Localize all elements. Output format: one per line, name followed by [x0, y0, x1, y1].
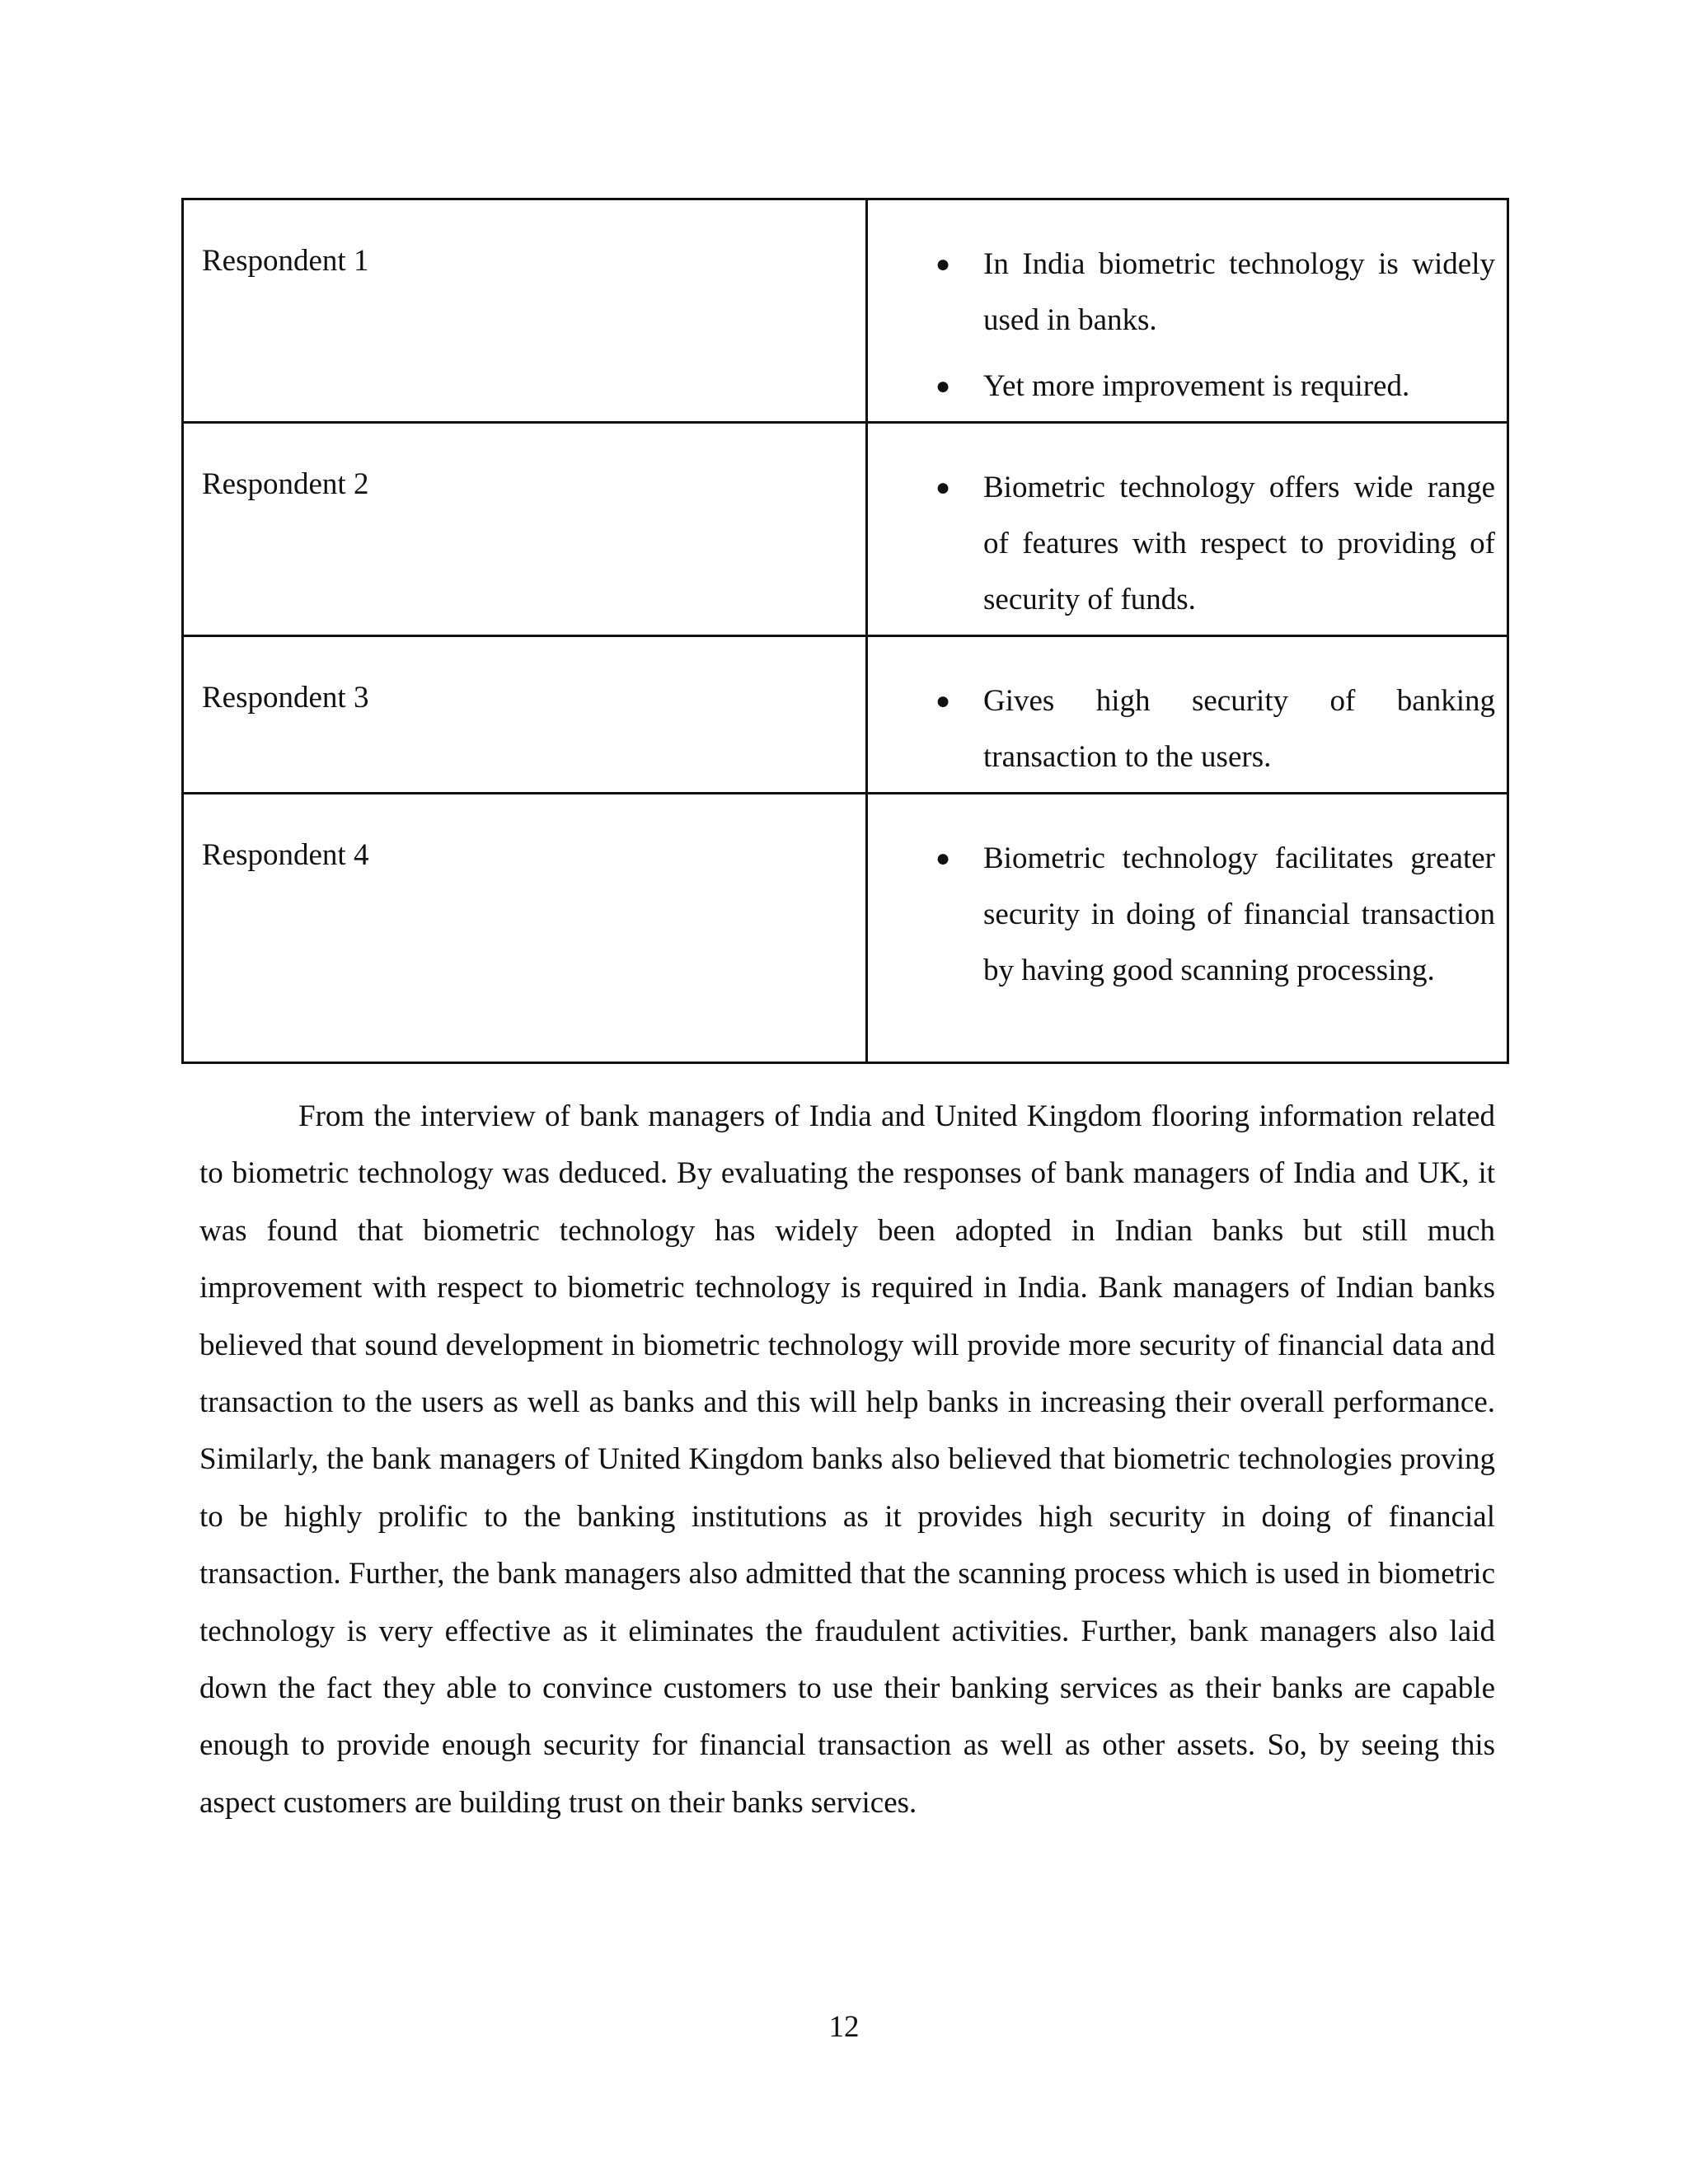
bullet-icon: ● [935, 373, 951, 400]
respondent-name-cell [183, 636, 867, 794]
bullet-icon: ● [935, 474, 951, 501]
points-list [868, 673, 1495, 785]
table-row [183, 423, 1508, 636]
page-number: 12 [828, 2010, 860, 2044]
respondent-name-cell [183, 794, 867, 1063]
respondent-points-cell [867, 794, 1508, 1063]
body-paragraph: From the interview of bank managers of India and United Kingdom flooring information related to biometric technology was deduced. By evaluating the responses of bank managers of India and UK, it was found that biometric technology has widely been adopted in Indian banks but still much improvement with respect to biometric technology is required in India. Bank managers of Indian banks believed that sound development in biometric technology will provide more security of financial data and transaction to the users as well as banks and this will help banks in increasing their overall performance. Similarly, the bank managers of United Kingdom banks also believed that biometric technologies proving to be highly prolific to the banking institutions as it provides high security in doing of financial transaction. Further, the bank managers also admitted that the scanning process which is used in biometric technology is very effective as it eliminates the fraudulent activities. Further, bank managers also laid down the fact they able to convince customers to use their banking services as their banks are capable enough to provide enough security for financial transaction as well as other assets. So, by seeing this aspect customers are building trust on their banks services. [199, 1099, 1495, 1820]
list-item: ● Biometric technology facilitates greater security in doing of financial transaction by having good scanning processing. [868, 831, 1495, 999]
table-row [183, 794, 1508, 1063]
respondent-points-cell [867, 199, 1508, 423]
table-row [183, 636, 1508, 794]
respondent-name: Respondent 3 [202, 681, 369, 715]
respondent-name: Respondent 1 [202, 244, 369, 278]
points-list [868, 460, 1495, 628]
respondent-points-cell [867, 636, 1508, 794]
list-item: ● Yet more improvement is required. [868, 359, 1495, 415]
bullet-icon: ● [935, 251, 951, 278]
list-item: ● Biometric technology offers wide range of features with respect to providing of security of funds. [868, 460, 1495, 628]
respondent-name: Respondent 4 [202, 838, 369, 872]
list-item: ● Gives high security of banking transaction to the users. [868, 673, 1495, 785]
respondent-table [181, 198, 1509, 1064]
bullet-icon: ● [935, 845, 951, 872]
bullet-icon: ● [935, 687, 951, 715]
respondent-points-cell [867, 423, 1508, 636]
list-item: ● In India biometric technology is widely used in banks. [868, 237, 1495, 349]
respondent-name-cell [183, 423, 867, 636]
points-list [868, 237, 1495, 415]
respondent-name: Respondent 2 [202, 467, 369, 501]
respondent-name-cell [183, 199, 867, 423]
table-row [183, 199, 1508, 423]
points-list [868, 831, 1495, 999]
